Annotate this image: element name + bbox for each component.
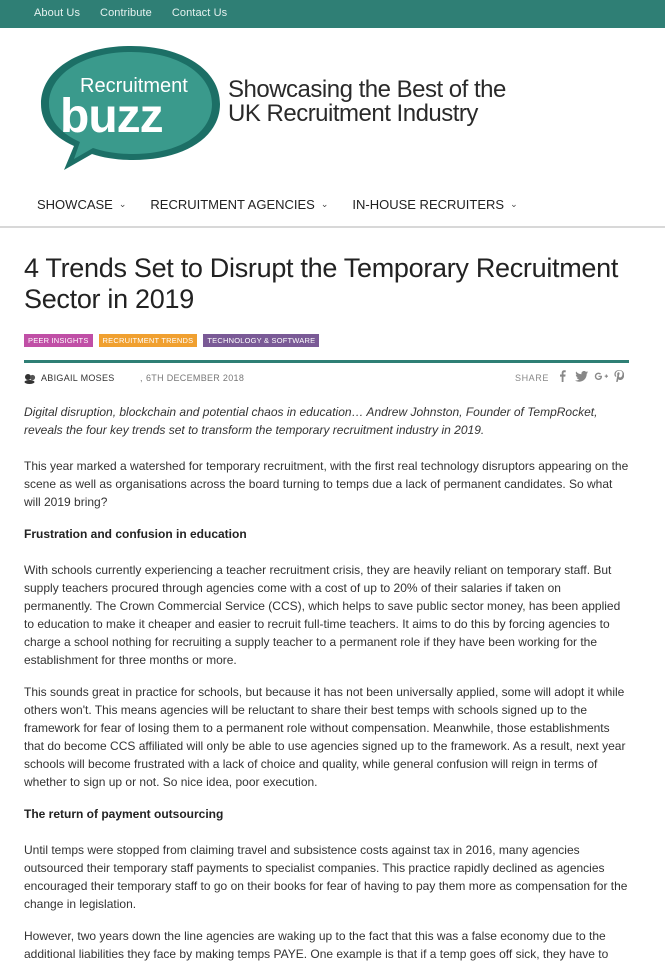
contact-us-link[interactable]: Contact Us: [171, 7, 228, 19]
twitter-icon[interactable]: [575, 371, 587, 385]
title-divider: [24, 360, 629, 363]
article-title: 4 Trends Set to Disrupt the Temporary Recruitment Sector in 2019: [24, 253, 619, 314]
article-body: [24, 403, 632, 962]
logo-text-buzz: buzz: [60, 90, 163, 143]
tagline-line-1: Showcasing the Best of the: [228, 76, 506, 103]
about-us-link[interactable]: About Us: [34, 7, 81, 19]
chevron-down-icon: ⌄: [510, 199, 518, 209]
pinterest-icon[interactable]: [613, 370, 625, 385]
paragraph: This sounds great in practice for schools, but because it has not been universally applied, some will adopt it while others won't. This means agencies will be reluctant to share their best temps with schools signed up to the framework for fear of losing them to a permanent role without compensation. Meanwhile, those establishments that do become CCS affiliated will only be able to use agencies signed up to the framework. As a result, next year schools will become frustrated with a lack of choice and quality, while general confusion will reign in terms of whether to sign up or not. So nice idea, poor execution.: [24, 685, 626, 789]
article-lead: Digital disruption, blockchain and potential chaos in education… Andrew Johnston, Founder of TempRocket, reveals the four key trends set to transform the temporary recruitment industry in 2019.: [24, 405, 598, 437]
author-avatar-icon: [24, 373, 36, 384]
chevron-down-icon: ⌄: [118, 199, 127, 209]
tag-peer-insights[interactable]: PEER INSIGHTS: [24, 334, 93, 347]
chevron-down-icon: ⌄: [320, 199, 329, 209]
googleplus-icon[interactable]: [594, 371, 606, 385]
site-tagline: [228, 78, 506, 126]
paragraph: However, two years down the line agencies are waking up to the fact that this was a false economy due to the additional liabilities they face by making temps PAYE. One example is that if a temp goes off sick, they have to: [24, 929, 609, 961]
share-label: SHARE: [514, 372, 549, 383]
article-meta: [24, 372, 629, 386]
article-tags: [24, 334, 319, 347]
nav-showcase[interactable]: [37, 197, 126, 212]
tag-recruitment-trends[interactable]: RECRUITMENT TRENDS: [99, 334, 198, 347]
publish-date: 6TH DECEMBER 2018: [146, 373, 245, 383]
author-name[interactable]: ABIGAIL MOSES: [41, 373, 115, 383]
tag-technology-software[interactable]: TECHNOLOGY & SOFTWARE: [203, 334, 319, 347]
meta-separator: ,: [140, 373, 143, 383]
logo-text-recruitment: Recruitment: [80, 75, 188, 97]
main-nav: [0, 188, 665, 228]
share-bar: [515, 370, 625, 385]
nav-recruitment-agencies-label: RECRUITMENT AGENCIES: [150, 197, 315, 212]
section-heading: The return of payment outsourcing: [24, 807, 224, 821]
contribute-link[interactable]: Contribute: [100, 7, 152, 19]
paragraph: With schools currently experiencing a teacher recruitment crisis, they are heavily reliant on temporary staff. But supply teachers procured through agencies come with a cost of up to 20% of their salaries if taken on permanently. The Crown Commercial Service (CCS), which helps to save public sector money, has been applied to education to make it cheaper and easier to recruit full-time teachers. It aims to do this by forcing agencies to charge a school nothing for recruiting a supply teacher to a permanent role if they have been working for the establishment for three months or more.: [24, 563, 621, 667]
top-bar: [0, 0, 665, 28]
nav-showcase-label: SHOWCASE: [37, 197, 113, 212]
facebook-icon[interactable]: [556, 370, 568, 385]
paragraph: This year marked a watershed for temporary recruitment, with the first real technology disruptors appearing on the scene as well as organisations across the board turning to temps due a lack of permanent candidates. So what will 2019 bring?: [24, 459, 629, 509]
top-links: [34, 7, 227, 19]
site-logo[interactable]: [38, 42, 224, 174]
tagline-line-2: UK Recruitment Industry: [228, 100, 478, 127]
paragraph: Until temps were stopped from claiming travel and subsistence costs against tax in 2016, many agencies outsourced their temporary staff payments to specialist companies. This practice rapidly declined as agencies encouraged their temporary staff to go on their books for fear of having to pay them more as compensation for the change in legislation.: [24, 843, 628, 911]
nav-recruitment-agencies[interactable]: [150, 197, 328, 212]
nav-in-house-recruiters[interactable]: [352, 197, 517, 212]
section-heading: Frustration and confusion in education: [24, 527, 247, 541]
nav-in-house-recruiters-label: IN-HOUSE RECRUITERS: [352, 197, 505, 212]
